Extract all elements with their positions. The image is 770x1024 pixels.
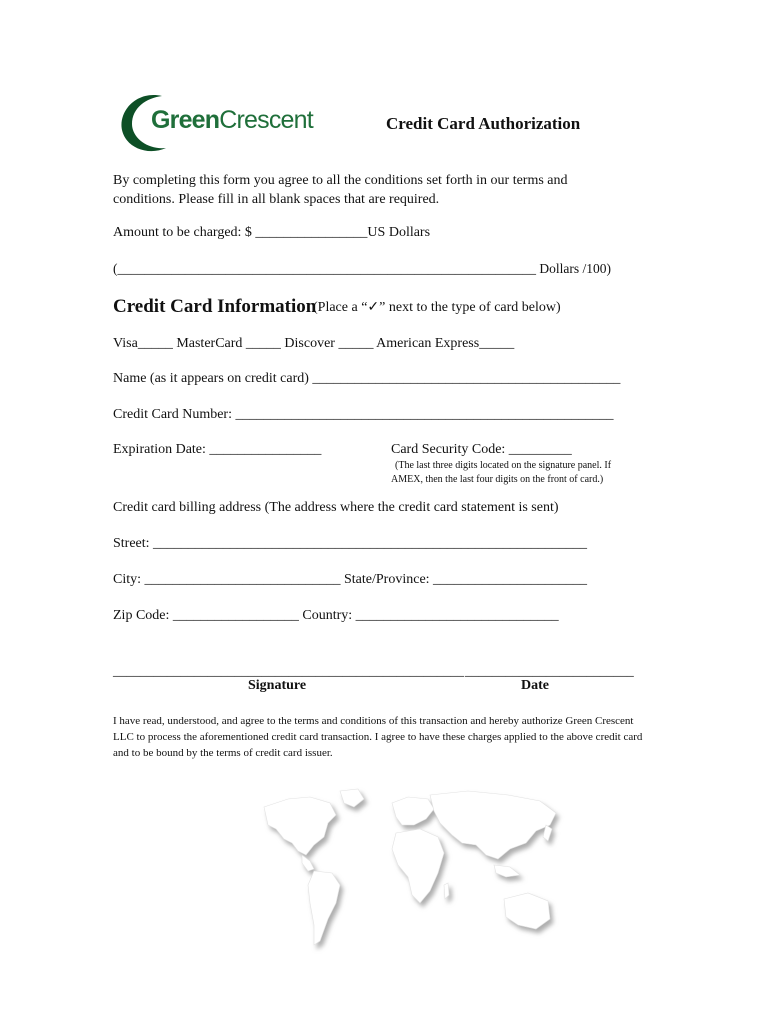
city-state-field[interactable]: City: ____________________________ State/Province: ______________________ <box>113 572 588 587</box>
zip-country-field[interactable]: Zip Code: __________________ Country: _____________________________ <box>113 608 559 623</box>
form-title: Credit Card Authorization <box>386 114 581 133</box>
terms-paragraph: I have read, understood, and agree to the terms and conditions of this transaction and hereby authorize Green Crescent LLC to process the aforementioned credit card transaction. I agree to have these charges applied to the above credit card and to be bound by the terms of credit card issuer. <box>113 715 643 759</box>
signature-field[interactable]: ____________________________________________________ <box>113 663 464 678</box>
street-field[interactable]: Street: ______________________________________________________________ <box>113 536 588 551</box>
signature-caption: Signature <box>248 678 307 693</box>
security-code-note-1: (The last three digits located on the signature panel. If <box>395 460 612 471</box>
logo-text-green: Green <box>151 106 220 134</box>
date-caption: Date <box>521 678 549 693</box>
security-code-field[interactable]: Card Security Code: _________ <box>391 442 572 457</box>
intro-paragraph: By completing this form you agree to all the conditions set forth in our terms and conditions. Please fill in all blank spaces that are required. <box>113 173 568 207</box>
credit-card-info-heading: Credit Card Information <box>113 296 317 317</box>
company-logo <box>118 92 318 154</box>
card-number-field[interactable]: Credit Card Number: ______________________________________________________ <box>113 407 614 422</box>
date-field[interactable]: _________________________ <box>465 663 634 678</box>
amount-field[interactable]: Amount to be charged: $ ________________US Dollars <box>113 225 431 240</box>
dollars-written-field[interactable]: (______________________________________________________________ Dollars /100) <box>113 261 611 276</box>
card-type-field[interactable]: Visa_____ MasterCard _____ Discover _____ American Express_____ <box>113 336 515 351</box>
card-type-instruction: (Place a “✓” next to the type of card below) <box>313 300 561 315</box>
security-code-note-2: AMEX, then the last four digits on the front of card.) <box>391 474 604 485</box>
logo-text-crescent: Crescent <box>219 106 313 134</box>
expiration-date-field[interactable]: Expiration Date: ________________ <box>113 442 322 457</box>
world-map-icon <box>258 785 568 965</box>
logo-wordmark <box>151 106 313 135</box>
billing-address-heading: Credit card billing address (The address where the credit card statement is sent) <box>113 500 559 515</box>
cardholder-name-field[interactable]: Name (as it appears on credit card) ____________________________________________ <box>113 371 621 386</box>
